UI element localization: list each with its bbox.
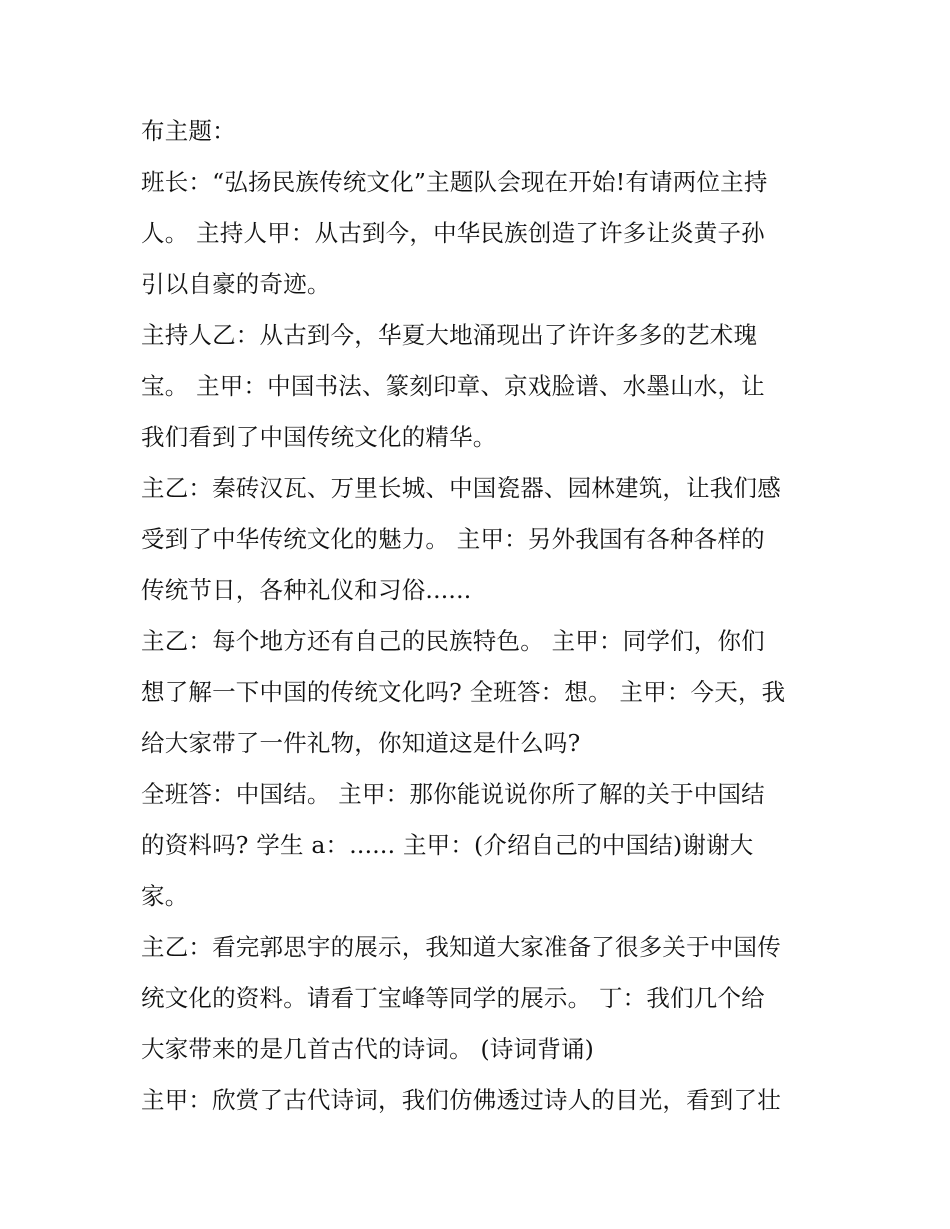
text-line: 主乙：每个地方还有自己的民族特色。 主甲：同学们，你们: [141, 627, 765, 655]
text-line: 宝。 主甲：中国书法、篆刻印章、京戏脸谱、水墨山水，让: [141, 372, 765, 400]
text-line: 班长：“弘扬民族传统文化”主题队会现在开始!有请两位主持: [141, 168, 768, 196]
text-line: 的资料吗? 学生 a：...... 主甲：(介绍自己的中国结)谢谢大: [141, 831, 754, 859]
text-line: 受到了中华传统文化的魅力。 主甲：另外我国有各种各样的: [141, 525, 765, 553]
text-line: 主甲：欣赏了古代诗词，我们仿佛透过诗人的目光，看到了壮: [141, 1086, 781, 1114]
text-line: 传统节日，各种礼仪和习俗......: [141, 576, 472, 604]
text-line: 主乙：看完郭思宇的展示，我知道大家准备了很多关于中国传: [141, 933, 781, 961]
text-line: 全班答：中国结。 主甲：那你能说说你所了解的关于中国结: [141, 780, 765, 808]
text-line: 主持人乙：从古到今，华夏大地涌现出了许许多多的艺术瑰: [141, 321, 758, 349]
document-body: [141, 109, 821, 1129]
text-line: 主乙：秦砖汉瓦、万里长城、中国瓷器、园林建筑，让我们感: [141, 474, 781, 502]
text-line: 我们看到了中国传统文化的精华。: [141, 423, 497, 451]
text-line: 引以自豪的奇迹。: [141, 270, 331, 298]
text-line: 大家带来的是几首古代的诗词。 (诗词背诵): [141, 1035, 595, 1063]
text-line: 给大家带了一件礼物，你知道这是什么吗?: [141, 729, 581, 757]
text-line: 布主题：: [141, 117, 236, 145]
text-line: 统文化的资料。请看丁宝峰等同学的展示。 丁：我们几个给: [141, 984, 765, 1012]
text-line: 想了解一下中国的传统文化吗? 全班答：想。 主甲：今天，我: [141, 678, 786, 706]
text-line: 家。: [141, 882, 189, 910]
text-line: 人。 主持人甲：从古到今，中华民族创造了许多让炎黄子孙: [141, 219, 765, 247]
